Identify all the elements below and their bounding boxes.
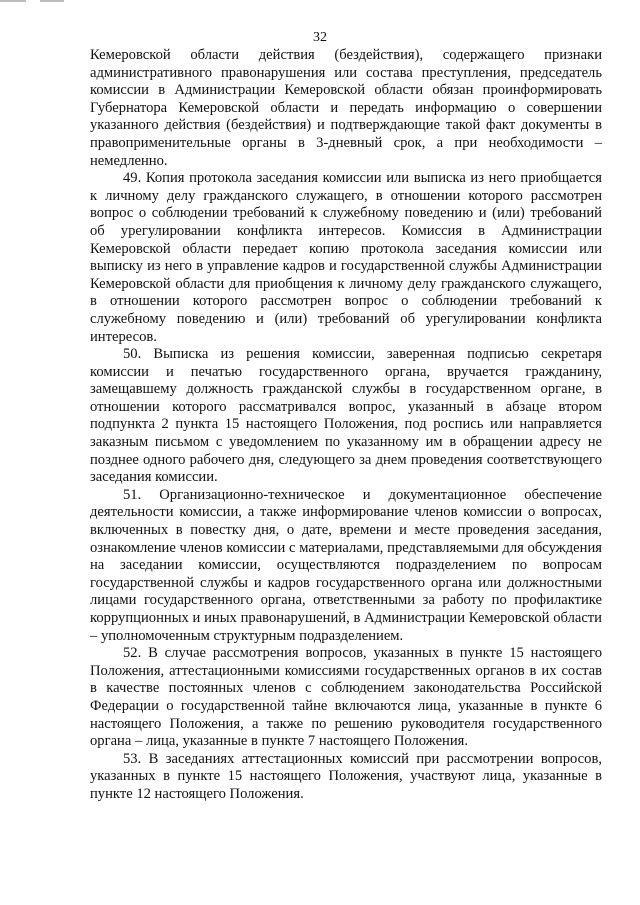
paragraph-item-52: 52. В случае рассмотрения вопросов, указанных в пункте 15 настоящего Положения, аттестационными комиссиями государственных органов в их состав в качестве постоянных членов с соблюдением законодательства Российской Федерации о государственной тайне включаются лица, указанные в пункте 6 настоящего Положения, а также по решению руководителя государственного органа – лица, указанные в пункте 7 настоящего Положения.	[90, 645, 602, 750]
scan-edge-mark	[40, 0, 64, 2]
paragraph-item-51: 51. Организационно-техническое и документационное обеспечение деятельности комиссии, а также информирование членов комиссии о вопросах, включенных в повестку дня, о дате, времени и месте проведения заседания, ознакомление членов комиссии с материалами, представляемыми для обсуждения на заседании комиссии, осуществляются подразделением по вопросам государственной службы и кадров государственного органа или должностными лицами государственного органа, ответственными за работу по профилактике коррупционных и иных правонарушений, в Администрации Кемеровской области – уполномоченным структурным подразделением.	[90, 486, 602, 644]
paragraph-continuation: Кемеровской области действия (бездействия), содержащего признаки административного правонарушения или состава преступления, председатель комиссии в Администрации Кемеровской области обязан проинформировать Губернатора Кемеровской области и передать информацию о совершении указанного действия (бездействия) и подтверждающие такой факт документы в правоприменительные органы в 3-дневный срок, а при необходимости – немедленно.	[90, 47, 602, 169]
document-body	[90, 47, 602, 804]
page-number: 32	[313, 30, 327, 45]
scan-edge-mark	[0, 0, 26, 2]
paragraph-item-50: 50. Выписка из решения комиссии, заверенная подписью секретаря комиссии и печатью государственного органа, вручается гражданину, замещавшему должность гражданской службы в государственном органе, в отношении которого рассматривался вопрос, указанный в абзаце втором подпункта 2 пункта 15 настоящего Положения, под роспись или направляется заказным письмом с уведомлением по указанному им в обращении адресу не позднее одного рабочего дня, следующего за днем проведения соответствующего заседания комиссии.	[90, 346, 602, 486]
paragraph-item-49: 49. Копия протокола заседания комиссии или выписка из него приобщается к личному делу гражданского служащего, в отношении которого рассмотрен вопрос о соблюдении требований к служебному поведению и (или) требований об урегулировании конфликта интересов. Комиссия в Администрации Кемеровской области передает копию протокола заседания комиссии или выписку из него в управление кадров и государственной службы Администрации Кемеровской области для приобщения к личному делу гражданского служащего, в отношении которого рассмотрен вопрос о соблюдении требований к служебному поведению и (или) требований об урегулировании конфликта интересов.	[90, 170, 602, 345]
paragraph-item-53: 53. В заседаниях аттестационных комиссий при рассмотрении вопросов, указанных в пункте 15 настоящего Положения, участвуют лица, указанные в пункте 12 настоящего Положения.	[90, 750, 602, 802]
